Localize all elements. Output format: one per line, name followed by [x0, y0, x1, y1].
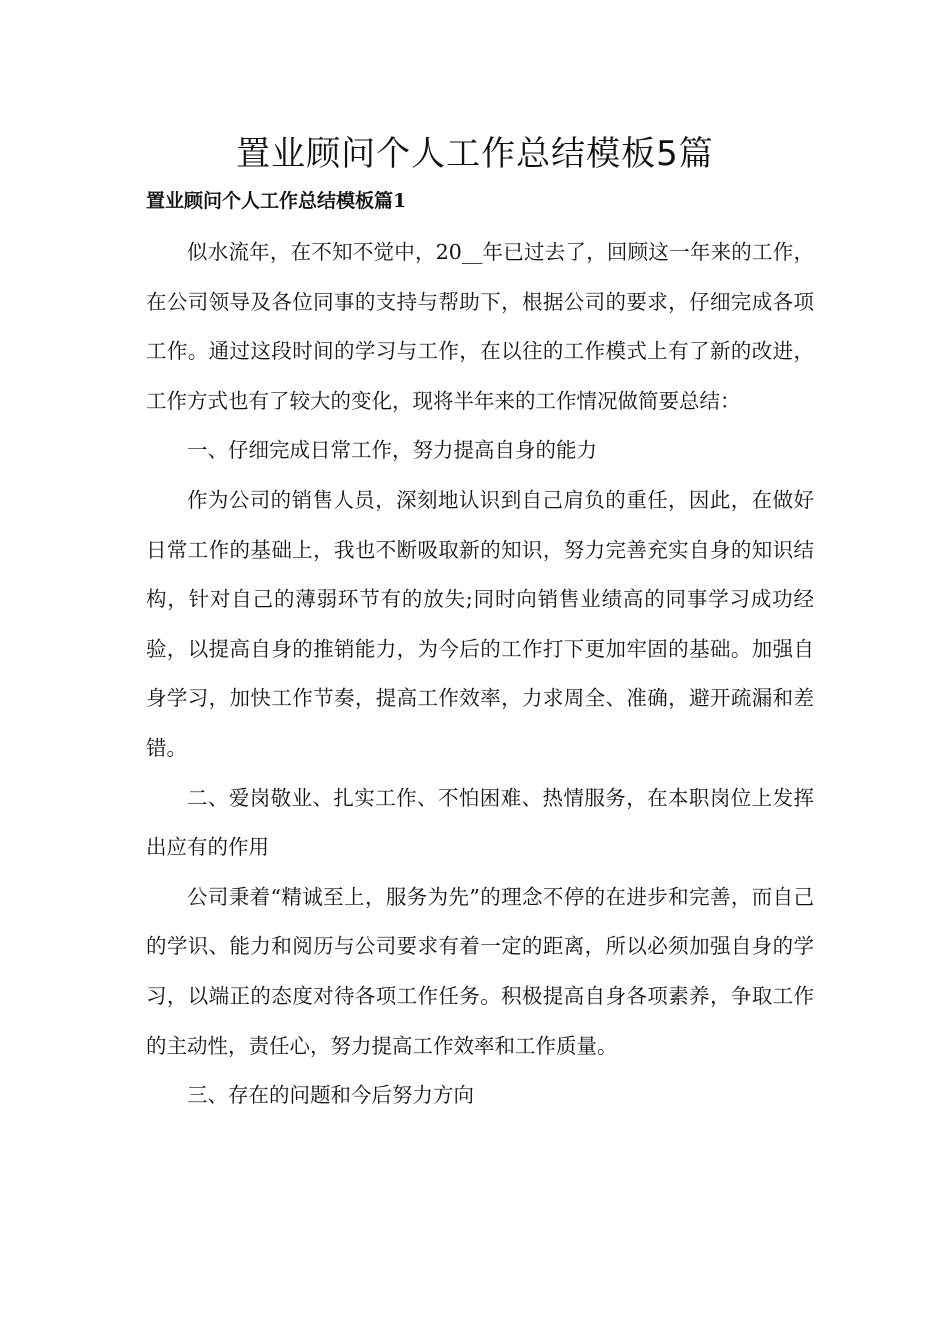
- section-heading-3: 三、存在的问题和今后努力方向: [187, 1083, 474, 1108]
- paragraph-section-1: 作为公司的销售人员，深刻地认识到自己肩负的重任，因此，在做好日常工作的基础上，我也不断吸取新的知识，努力完善充实自身的知识结构，针对自己的薄弱环节有的放失;同时向销售业绩高的同事学习成功经验，以提高自身的推销能力，为今后的工作打下更加牢固的基础。加强自身学习，加快工作节奏，提高工作效率，力求周全、准确，避开疏漏和差错。: [146, 487, 814, 760]
- document-title: 置业顾问个人工作总结模板5篇: [236, 134, 714, 174]
- section-heading-2: 二、爱岗敬业、扎实工作、不怕困难、热情服务，在本职岗位上发挥出应有的作用: [146, 785, 814, 860]
- paragraph-intro: 似水流年，在不知不觉中，20__年已过去了，回顾这一年来的工作，在公司领导及各位同事的支持与帮助下，根据公司的要求，仔细完成各项工作。通过这段时间的学习与工作，在以往的工作模式上有了新的改进，工作方式也有了较大的变化，现将半年来的工作情况做简要总结：: [146, 240, 814, 413]
- section-heading-1: 一、仔细完成日常工作，努力提高自身的能力: [187, 438, 597, 463]
- document-body: [146, 228, 814, 1121]
- section-subheading: 置业顾问个人工作总结模板篇1: [146, 190, 407, 212]
- paragraph-section-2: 公司秉着“精诚至上，服务为先”的理念不停的在进步和完善，而自己的学识、能力和阅历与公司要求有着一定的距离，所以必须加强自身的学习，以端正的态度对待各项工作任务。积极提高自身各项素养，争取工作的主动性，责任心，努力提高工作效率和工作质量。: [146, 884, 814, 1058]
